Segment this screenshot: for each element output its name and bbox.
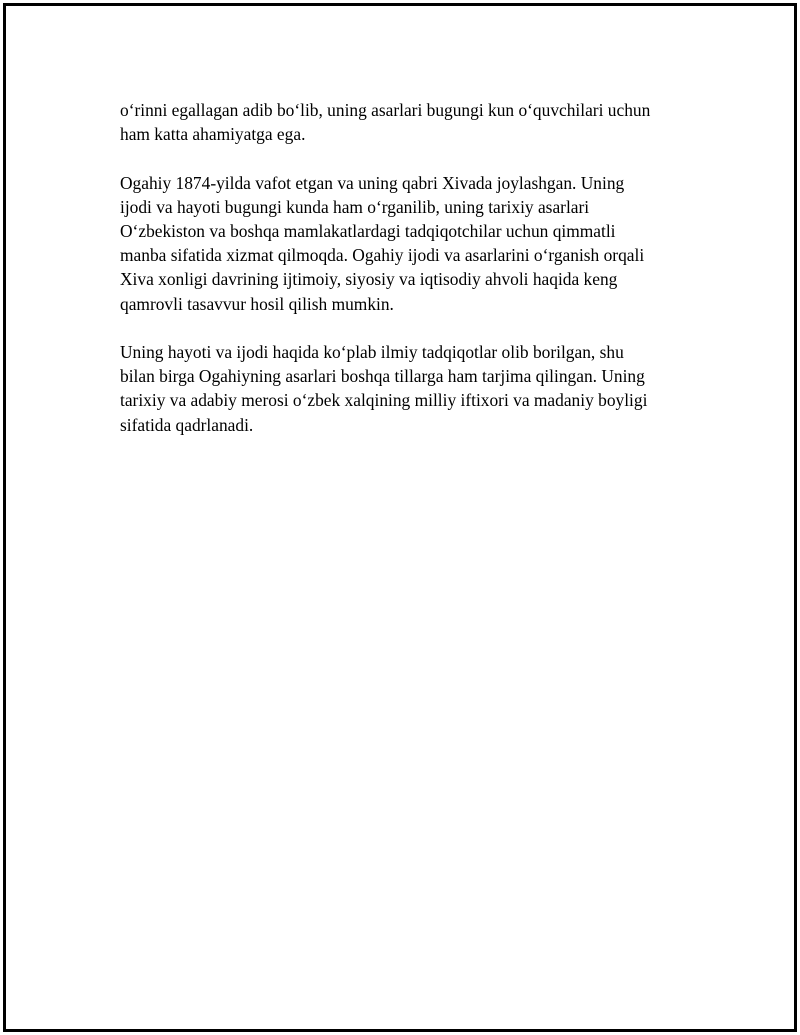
document-body [120,98,700,461]
paragraph-3: Uning hayoti va ijodi haqida ko‘plab ilmiy tadqiqotlar olib borilgan, shu bilan birga Ogahiyning asarlari boshqa tillarga ham tarjima qilingan. Uning tarixiy va adabiy merosi o‘zbek xalqining milliy iftixori va madaniy boyligi sifatida qadrlanadi. [120,342,648,435]
document-page [3,3,797,1032]
paragraph-2: Ogahiy 1874-yilda vafot etgan va uning qabri Xivada joylashgan. Uning ijodi va hayoti bugungi kunda ham o‘rganilib, uning tarixiy asarlari O‘zbekiston va boshqa mamlakatlardagi tadqiqotchilar uchun qimmatli manba sifatida xizmat qilmoqda. Ogahiy ijodi va asarlarini o‘rganish orqali Xiva xonligi davrining ijtimoiy, siyosiy va iqtisodiy ahvoli haqida keng qamrovli tasavvur hosil qilish mumkin. [120,172,645,314]
paragraph-1: o‘rinni egallagan adib bo‘lib, uning asarlari bugungi kun o‘quvchilari uchun ham katta ahamiyatga ega. [120,100,651,145]
